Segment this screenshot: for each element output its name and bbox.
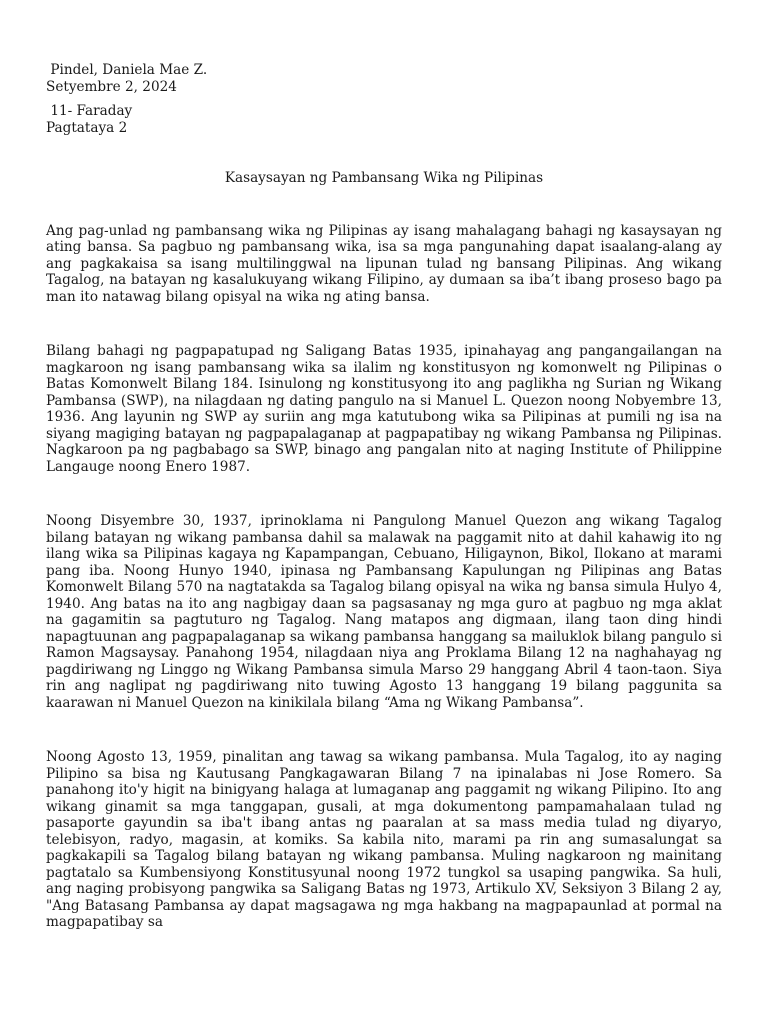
document-page <box>46 62 722 931</box>
submission-date: Setyembre 2, 2024 <box>46 78 177 95</box>
student-info <box>46 62 722 95</box>
paragraph-4: Noong Agosto 13, 1959, pinalitan ang tawag sa wikang pambansa. Mula Tagalog, ito ay naging Pilipino sa bisa ng Kautusang Pangkagawaran Bilang 7 na ipinalabas ni Jose Romero. Sa panahong ito'y higit na binigyang halaga at lumaganap ang paggamit ng wikang Pilipino. Ito ang wikang ginamit sa mga tanggapan, gusali, at mga dokumentong pampamahalaan tulad ng pasaporte gayundin sa iba't ibang antas ng paaralan at sa mass media tulad ng diyaryo, telebisyon, radyo, magasin, at komiks. Sa kabila nito, marami pa rin ang sumasalungat sa pagkakapili sa Tagalog bilang batayan ng wikang pambansa. Muling nagkaroon ng mainitang pagtatalo sa Kumbensiyong Konstitusyunal noong 1972 tungkol sa usaping pangwika. Sa huli, ang naging probisyong pangwika sa Saligang Batas ng 1973, Artikulo XV, Seksiyon 3 Bilang 2 ay, "Ang Batasang Pambansa ay dapat magsagawa ng mga hakbang na magpapaunlad at pormal na magpapatibay sa <box>46 749 722 930</box>
paragraph-2: Bilang bahagi ng pagpapatupad ng Saligang Batas 1935, ipinahayag ang pangangailangan na magkaroon ng isang pambansang wika sa ilalim ng konstitusyon ng komonwelt ng Pilipinas o Batas Komonwelt Bilang 184. Isinulong ng konstitusyong ito ang paglikha ng Surian ng Wikang Pambansa (SWP), na nilagdaan ng dating pangulo na si Manuel L. Quezon noong Nobyembre 13, 1936. Ang layunin ng SWP ay suriin ang mga katutubong wika sa Pilipinas at pumili ng isa na siyang magiging batayan ng pagpapalaganap at pagpapatibay ng wikang Pambansa ng Pilipinas. Nagkaroon pa ng pagbabago sa SWP, binago ang pangalan nito at naging Institute of Philippine Langauge noong Enero 1987. <box>46 343 722 475</box>
paragraph-1: Ang pag-unlad ng pambansang wika ng Pilipinas ay isang mahalagang bahagi ng kasaysayan ng ating bansa. Sa pagbuo ng pambansang wika, isa sa mga pangunahing dapat isaalang-alang ay ang pagkakaisa sa isang multilinggwal na lipunan tulad ng bansang Pilipinas. Ang wikang Tagalog, na batayan ng kasalukuyang wikang Filipino, ay dumaan sa iba’t ibang proseso bago pa man ito natawag bilang opisyal na wika ng ating bansa. <box>46 222 722 305</box>
activity-label: Pagtataya 2 <box>46 119 128 136</box>
paragraph-3: Noong Disyembre 30, 1937, iprinoklama ni Pangulong Manuel Quezon ang wikang Tagalog bilang batayan ng wikang pambansa dahil sa malawak na paggamit nito at dahil kahawig ito ng ilang wika sa Pilipinas kagaya ng Kapampangan, Cebuano, Hiligaynon, Bikol, Ilokano at marami pang iba. Noong Hunyo 1940, ipinasa ng Pambansang Kapulungan ng Pilipinas ang Batas Komonwelt Bilang 570 na nagtatakda sa Tagalog bilang opisyal na wika ng bansa simula Hulyo 4, 1940. Ang batas na ito ang nagbigay daan sa pagsasanay ng mga guro at pagbuo ng mga aklat na gagamitin sa pagtuturo ng Tagalog. Nang matapos ang digmaan, ilang taon ding hindi napagtuunan ang pagpapalaganap sa wikang pambansa hanggang sa mailuklok bilang pangulo si Ramon Magsaysay. Panahong 1954, nilagdaan niya ang Proklama Bilang 12 na naghahayag ng pagdiriwang ng Linggo ng Wikang Pambansa simula Marso 29 hanggang Abril 4 taon-taon. Siya rin ang naglipat ng pagdiriwang nito tuwing Agosto 13 hanggang 19 bilang paggunita sa kaarawan ni Manuel Quezon na kinikilala bilang “Ama ng Wikang Pambansa”. <box>46 513 722 711</box>
student-name: Pindel, Daniela Mae Z. <box>46 62 208 78</box>
class-info <box>46 103 722 136</box>
document-title: Kasaysayan ng Pambansang Wika ng Pilipinas <box>224 170 544 186</box>
class-section: 11- Faraday <box>46 103 133 119</box>
